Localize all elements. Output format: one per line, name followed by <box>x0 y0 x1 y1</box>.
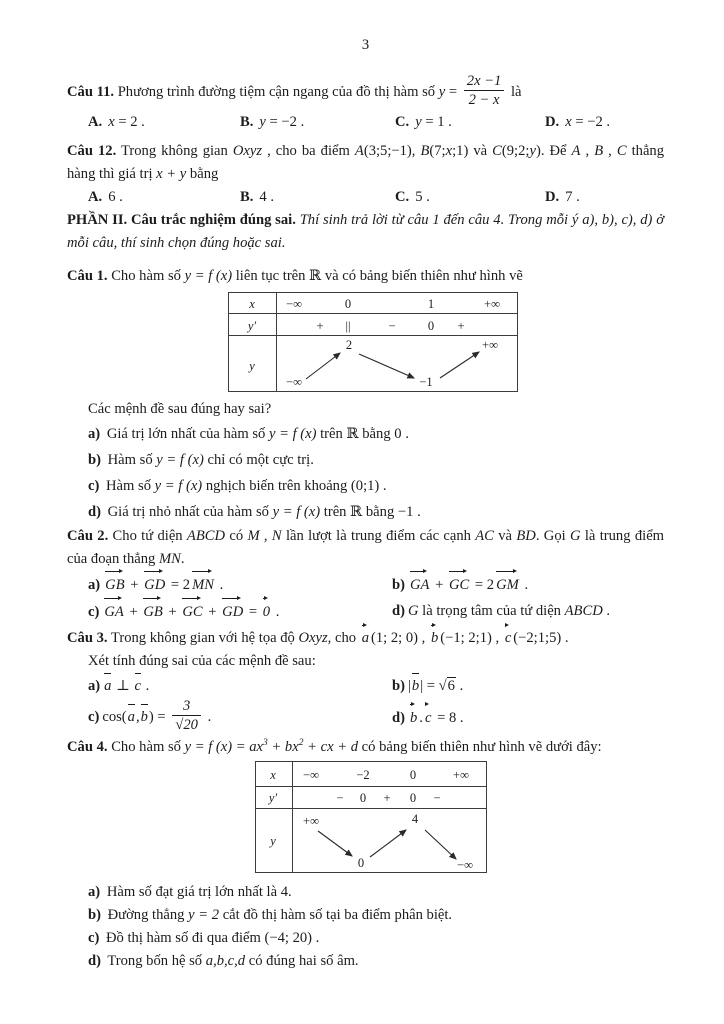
t2-x-posinf: +∞ <box>453 768 469 782</box>
question-11 <box>67 74 664 111</box>
q3-option-c <box>88 699 392 736</box>
q2-option-c <box>88 598 392 625</box>
option-value: 5 . <box>415 189 430 205</box>
option-key: A. <box>88 189 103 205</box>
q3-option-b <box>392 673 664 699</box>
question-3 <box>67 625 664 650</box>
t2-label-y: y <box>270 834 276 848</box>
t1-arrow-up-1 <box>306 353 340 379</box>
t1-y-end: +∞ <box>482 338 498 352</box>
t1-yp-3: − <box>388 319 396 333</box>
option-value: x = −2 . <box>565 114 611 130</box>
t1-arrow-up-2 <box>440 352 479 378</box>
option-value: cos(a,b) = $\frac{3}{√20}$ . <box>102 698 212 733</box>
t2-arrow-up <box>370 830 406 857</box>
option-value: |b| = √6 . <box>408 678 463 694</box>
q11-option-a <box>88 111 240 134</box>
t1-yp-2: || <box>345 319 351 333</box>
t1-yp-5: + <box>457 319 465 333</box>
statement-key: b) <box>88 907 101 923</box>
t1-x-neginf: −∞ <box>286 297 302 311</box>
statement-text: Hàm số y = f (x) chỉ có một cực trị. <box>103 452 314 468</box>
q4-statements <box>67 881 664 973</box>
variation-table-1 <box>228 292 664 392</box>
statement-key: b) <box>88 452 101 468</box>
question-2-options <box>67 571 664 625</box>
statement-text: Đồ thị hàm số đi qua điểm (−4; 20) . <box>102 930 320 946</box>
t2-x-neginf: −∞ <box>303 768 319 782</box>
variation-table-2 <box>255 761 664 873</box>
option-key: B. <box>240 189 254 205</box>
option-key: D. <box>545 114 560 130</box>
q2-option-b <box>392 571 664 598</box>
t2-yp-1: − <box>336 791 344 805</box>
option-key: d) <box>392 710 405 726</box>
option-key: A. <box>88 114 103 130</box>
option-value: GA + GB + GC + GD = 0 . <box>102 604 279 620</box>
t1-label-yprime: y′ <box>247 319 257 333</box>
t2-yp-4: 0 <box>409 791 417 805</box>
q1-statement-b <box>67 447 664 473</box>
t2-y-peak: 4 <box>411 812 419 826</box>
statement-key: a) <box>88 884 101 900</box>
part2-header-text: PHẦN II. Câu trắc nghiệm đúng sai. Thí sinh trả lời từ câu 1 đến câu 4. Trong mỗi ý a), b), c), d) ở mỗi câu, thí sinh chọn đúng hoặc sai. <box>67 212 665 251</box>
option-value: G là trọng tâm của tứ diện ABCD . <box>407 603 611 619</box>
q11-option-d <box>545 111 664 134</box>
t2-yp-5: − <box>433 791 441 805</box>
t2-y-valley: 0 <box>357 856 365 870</box>
t1-label-x: x <box>249 297 255 311</box>
option-key: c) <box>88 604 100 620</box>
question-12-options <box>67 186 664 209</box>
part2-header <box>67 209 664 255</box>
t2-y-start: +∞ <box>303 814 319 828</box>
variation-table-1-svg <box>228 292 518 392</box>
t2-yp-2: 0 <box>359 791 367 805</box>
q2-option-a <box>88 571 392 598</box>
q1-statement-a <box>67 421 664 447</box>
q1-intro: Các mệnh đề sau đúng hay sai? <box>88 401 272 417</box>
option-key: d) <box>392 603 405 619</box>
question-12-text: Câu 12. Trong không gian Oxyz , cho ba điểm A(3;5;−1), B(7;x;1) và C(9;2;y). Để A , B , C thẳng hàng thì giá trị x + y bằng <box>67 143 665 182</box>
q12-option-b <box>240 186 395 209</box>
question-4-text: Câu 4. Cho hàm số y = f $(x) = ax^3 + bx^2$ + cx + d có bảng biến thiên như hình vẽ dưới đây: <box>67 738 602 755</box>
t1-arrow-down <box>359 354 414 378</box>
statement-text: Giá trị nhỏ nhất của hàm số y = f (x) trên ℝ bằng −1 . <box>103 504 421 520</box>
page-number: 3 <box>361 37 370 53</box>
option-value: GA + GC = 2 GM . <box>408 577 528 593</box>
statement-key: c) <box>88 930 100 946</box>
t2-y-end: −∞ <box>457 858 473 872</box>
option-key: C. <box>395 189 410 205</box>
statement-key: c) <box>88 478 100 494</box>
q3-intro: Xét tính đúng sai của các mệnh đề sau: <box>88 653 316 669</box>
t1-label-y: y <box>249 359 255 373</box>
question-4 <box>67 736 664 759</box>
statement-text: Hàm số y = f (x) nghịch biến trên khoảng (0;1) . <box>102 478 387 494</box>
t1-y-peak: 2 <box>345 338 353 352</box>
q12-option-a <box>88 186 240 209</box>
q4-statement-c <box>67 927 664 950</box>
t1-x-posinf: +∞ <box>484 297 500 311</box>
t1-yp-1: + <box>316 319 324 333</box>
q3-option-a <box>88 673 392 699</box>
option-value: 7 . <box>565 189 580 205</box>
q12-option-d <box>545 186 664 209</box>
q1-statement-c <box>67 473 664 499</box>
option-value: 6 . <box>108 189 123 205</box>
t2-yp-3: + <box>383 791 391 805</box>
option-value: a ⊥ c . <box>103 678 149 694</box>
statement-text: Hàm số đạt giá trị lớn nhất là 4. <box>103 884 292 900</box>
question-11-text: Câu 11. Phương trình đường tiệm cận ngang của đồ thị hàm số y = $\frac{2x -1}{2 - x}$ là <box>67 73 522 108</box>
option-key: c) <box>88 708 100 725</box>
question-1 <box>67 265 664 288</box>
q12-option-c <box>395 186 545 209</box>
q2-option-d <box>392 599 664 624</box>
option-key: B. <box>240 114 254 130</box>
question-3-text: Câu 3. Trong không gian với hệ tọa độ Oxyz, cho a (1; 2; 0) , b (−1; 2;1) , c (−2;1;5) . <box>67 630 569 646</box>
q11-option-c <box>395 111 545 134</box>
statement-key: d) <box>88 504 101 520</box>
question-12 <box>67 140 664 186</box>
t1-yp-4: 0 <box>427 319 435 333</box>
q4-statement-d <box>67 950 664 973</box>
t1-x-0: 0 <box>344 297 352 311</box>
q11-option-b <box>240 111 395 134</box>
t2-x-0: 0 <box>409 768 417 782</box>
question-3-options <box>67 673 664 736</box>
question-2-text: Câu 2. Cho tứ diện ABCD có M , N lần lượt là trung điểm các cạnh AC và BD. Gọi G là trung điểm của đoạn thẳng MN. <box>67 528 665 567</box>
statement-key: d) <box>88 953 101 969</box>
t1-x-1: 1 <box>427 297 435 311</box>
t1-y-valley: −1 <box>419 375 433 389</box>
q1-statements <box>67 421 664 525</box>
q1-statement-d <box>67 499 664 525</box>
option-value: 4 . <box>259 189 274 205</box>
t2-x-neg2: −2 <box>356 768 370 782</box>
t2-label-yprime: y′ <box>268 791 278 805</box>
option-value: b . c = 8 . <box>408 710 464 726</box>
question-11-options <box>67 111 664 134</box>
statement-text: Đường thẳng y = 2 cắt đồ thị hàm số tại ba điểm phân biệt. <box>103 907 453 923</box>
t2-arrow-down-1 <box>318 831 352 856</box>
statement-key: a) <box>88 426 101 442</box>
q4-statement-a <box>67 881 664 904</box>
option-key: b) <box>392 577 405 593</box>
q4-statement-b <box>67 904 664 927</box>
option-key: C. <box>395 114 410 130</box>
option-key: b) <box>392 678 405 694</box>
question-2 <box>67 525 664 571</box>
question-1-text: Câu 1. Cho hàm số y = f (x) liên tục trên ℝ và có bảng biến thiên như hình vẽ <box>67 268 523 284</box>
t1-y-start: −∞ <box>286 375 302 389</box>
option-value: x = 2 . <box>108 114 145 130</box>
statement-text: Giá trị lớn nhất của hàm số y = f (x) trên ℝ bằng 0 . <box>103 426 409 442</box>
t2-arrow-down-2 <box>425 830 456 859</box>
q3-option-d <box>392 704 664 731</box>
option-key: a) <box>88 577 101 593</box>
option-key: a) <box>88 678 101 694</box>
option-value: y = 1 . <box>415 114 452 130</box>
option-value: y = −2 . <box>259 114 305 130</box>
option-value: GB + GD = 2 MN . <box>103 577 223 593</box>
option-key: D. <box>545 189 560 205</box>
statement-text: Trong bốn hệ số a,b,c,d có đúng hai số âm. <box>103 953 359 969</box>
t2-label-x: x <box>270 768 276 782</box>
variation-table-2-svg <box>255 761 487 873</box>
